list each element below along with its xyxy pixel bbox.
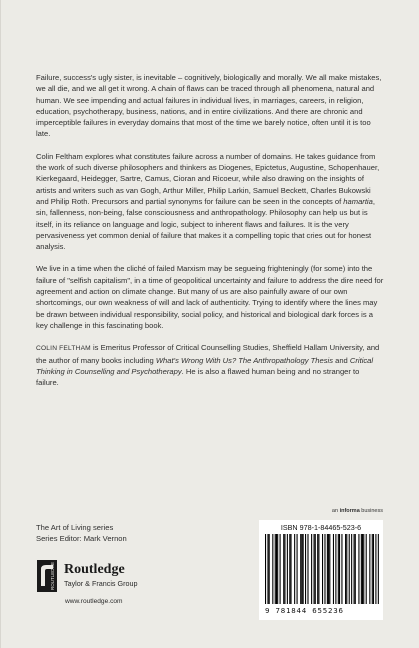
blurb-paragraph-2-end: , sin, fallenness, non-being, false consciousness and anthropathology. Philosophy can help us but is itself, in its reliance on language and logic, subject to inherent flaws and failures. It is the very pervasiveness yet common denial of failure that makes it a compelling topic that cries out for honest analysis. <box>36 196 375 252</box>
routledge-mark-icon <box>37 560 57 592</box>
barcode-bar <box>307 534 308 604</box>
series-editor: Series Editor: Mark Vernon <box>36 534 127 543</box>
barcode-icon <box>265 534 379 604</box>
barcode-bar <box>269 534 270 604</box>
barcode-bar <box>333 534 334 604</box>
barcode-bar <box>328 534 329 604</box>
blurb-paragraph-2-start: Colin Feltham explores what constitutes failure across a number of domains. He takes guidance from the work of such diverse philosophers and thinkers as Diogenes, Epictetus, Augustine, Schopenhauer, Kierkegaard, Heidegger, Sartre, Camus, Cioran and Ricoeur, while also drawing on the insights of artists and writers such as van Gogh, Arthur Miller, Philip Larkin, Samuel Beckett, Charles Bukowski and Philip Roth. Precursors and partial synonyms for failure can be seen in the concepts of <box>36 151 380 206</box>
blurb-paragraph-1: Failure, success's ugly sister, is inevitable – cognitively, biologically and morally. We all make mistakes, we all die, and we all get it wrong. A chain of flaws can be traced through all phenomena, natural and human. We see impending and actual failures in individual lives, in marriages, careers, in religion, education, psychotherapy, business, nations, and in entire civilizations. And there are chronic and imperceptible failures in everyday domains that most of the time we barely notice, often until it is too late. <box>36 73 382 139</box>
barcode-bar <box>351 534 352 604</box>
barcode-bar <box>363 534 364 604</box>
publisher-url: www.routledge.com <box>65 598 123 605</box>
book-title-1: What's Wrong With Us? The Anthropathology Thesis <box>155 355 333 365</box>
author-name: COLIN FELTHAM <box>36 345 91 353</box>
barcode-bar <box>315 534 316 604</box>
barcode-bar <box>366 534 367 604</box>
barcode-bar <box>272 534 273 604</box>
barcode-bar <box>338 534 339 604</box>
barcode-bar <box>303 534 304 604</box>
publisher-group: Taylor & Francis Group <box>64 579 138 588</box>
barcode-bar <box>362 534 363 604</box>
barcode-bar <box>318 534 319 604</box>
barcode-bar <box>275 534 276 604</box>
barcode-bar <box>267 534 268 604</box>
barcode-bar <box>341 534 342 604</box>
barcode-digits: 9 781844 655236 <box>265 606 344 615</box>
barcode-bar <box>289 534 290 604</box>
barcode-bar <box>276 534 277 604</box>
barcode-bar <box>290 534 291 604</box>
barcode-bar <box>335 534 336 604</box>
barcode-bar <box>375 534 376 604</box>
author-bio-start: is Emeritus Professor of Critical Counselling Studies, Sheffield Hallam University, and the author of many books including <box>36 343 380 365</box>
barcode-bar <box>378 534 379 604</box>
barcode-bar <box>354 534 355 604</box>
routledge-vertical-text: ROUTLEDGE <box>50 561 55 590</box>
series-name: The Art of Living series <box>36 523 114 532</box>
barcode-bar <box>283 534 284 604</box>
informa-prefix: an <box>331 508 340 514</box>
barcode-bar <box>311 534 312 604</box>
informa-tagline <box>332 508 383 514</box>
publisher-logo <box>37 560 197 610</box>
series-info <box>36 522 127 544</box>
barcode-bar <box>265 534 266 604</box>
barcode-bar <box>322 534 323 604</box>
informa-suffix: business <box>359 508 383 514</box>
barcode-bar <box>369 534 370 604</box>
barcode-bar <box>345 534 346 604</box>
blurb <box>36 72 384 399</box>
barcode-bar <box>287 534 288 604</box>
barcode-bar <box>327 534 328 604</box>
author-bio-and: and <box>333 355 350 365</box>
blurb-paragraph-2 <box>36 151 384 253</box>
barcode-box <box>259 520 383 620</box>
barcode-bar <box>349 534 350 604</box>
isbn-label: ISBN 978-1-84465-523-6 <box>280 523 362 532</box>
barcode-bar <box>317 534 318 604</box>
barcode-bar <box>329 534 330 604</box>
barcode-bar <box>314 534 315 604</box>
barcode-bar <box>324 534 325 604</box>
publisher-name: Routledge <box>64 562 125 577</box>
barcode-bar <box>361 534 362 604</box>
author-bio-end: . He is also a flawed human being and no stranger to failure. <box>36 366 360 388</box>
barcode-bar <box>339 534 340 604</box>
barcode-bar <box>301 534 302 604</box>
barcode-bar <box>280 534 281 604</box>
blurb-paragraph-3: We live in a time when the cliché of failed Marxism may be segueing frighteningly (for some) into the failure of "selfish capitalism", in a time of geopolitical uncertainty and failure to address the dire need for agreement and action on climate change. But many of us are also painfully aware of our own shortcomings, our own weakness of will and lack of authenticity. Trying to identify where the lines may be drawn between individual responsibility, social policy, and historical and biological dark forces is a key challenge in this fascinating book. <box>36 264 384 330</box>
barcode-bar <box>358 534 359 604</box>
hamartia-term: hamartia <box>343 196 373 206</box>
barcode-bar <box>373 534 374 604</box>
author-bio <box>36 342 384 388</box>
barcode-bar <box>305 534 306 604</box>
barcode-bar <box>284 534 285 604</box>
barcode-bar <box>297 534 298 604</box>
logo-text <box>64 562 138 588</box>
barcode-bar <box>355 534 356 604</box>
barcode-bar <box>300 534 301 604</box>
barcode-bar <box>294 534 295 604</box>
barcode-bar <box>346 534 347 604</box>
barcode-bar <box>372 534 373 604</box>
book-title-2: Critical Thinking in Counselling and Psychotherapy <box>36 355 374 376</box>
informa-brand: informa <box>339 508 360 514</box>
barcode-bar <box>277 534 278 604</box>
